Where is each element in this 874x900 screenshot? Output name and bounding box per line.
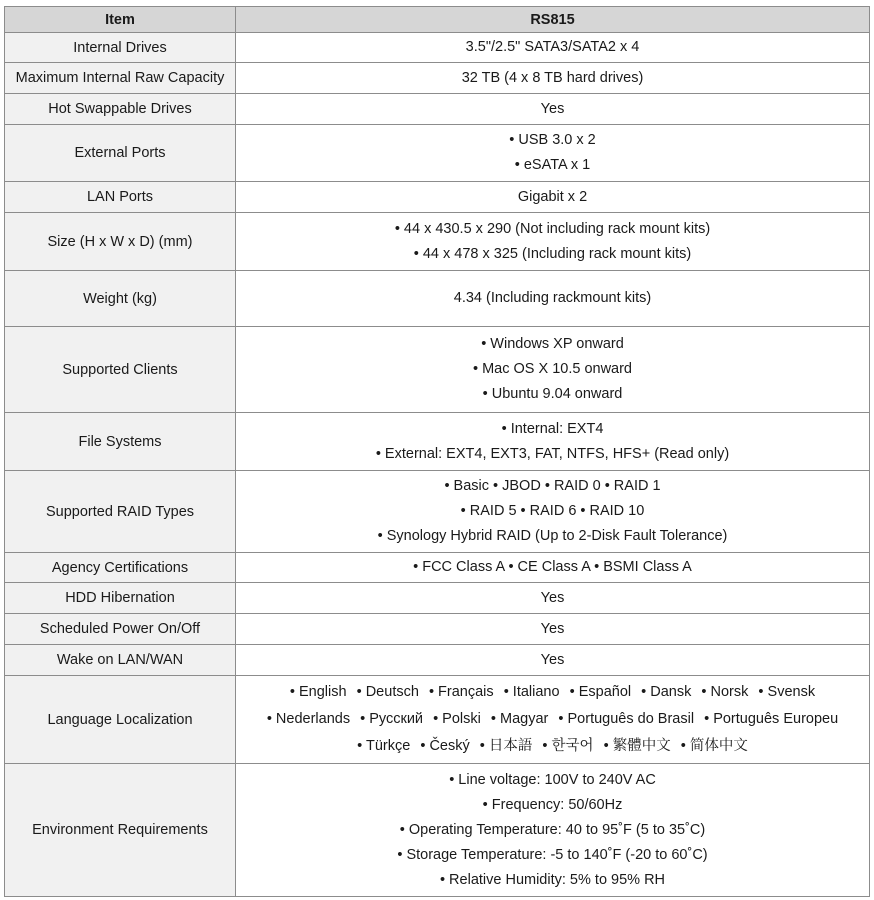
value-line: • Relative Humidity: 5% to 95% RH — [439, 871, 666, 888]
table-row — [5, 583, 870, 614]
value-line: Gigabit x 2 — [517, 188, 588, 205]
table-row — [5, 471, 870, 553]
value-line: • FCC Class A • CE Class A • BSMI Class A — [413, 559, 692, 575]
table-row — [5, 33, 870, 63]
table-row — [5, 271, 870, 327]
language-item: • Polski — [433, 711, 481, 727]
language-item: • 简体中文 — [680, 738, 748, 754]
value-line: • Frequency: 50/60Hz — [482, 796, 623, 813]
value-line: • 44 x 430.5 x 290 (Not including rack mount kits) — [394, 220, 711, 237]
value-line: Yes — [540, 100, 565, 117]
value-line: 32 TB (4 x 8 TB hard drives) — [461, 69, 644, 86]
language-list — [236, 676, 870, 764]
table-row — [5, 764, 870, 897]
value-line: • 44 x 478 x 325 (Including rack mount kits) — [413, 245, 692, 262]
value-line: 4.34 (Including rackmount kits) — [453, 290, 652, 306]
value-line: • Mac OS X 10.5 onward — [472, 361, 632, 377]
row-value — [236, 614, 870, 645]
table-row — [5, 327, 870, 413]
language-item: • Magyar — [490, 711, 549, 727]
row-value — [236, 125, 870, 182]
table-header-row — [5, 7, 870, 33]
header-item: Item — [5, 7, 236, 33]
language-item: • Deutsch — [356, 684, 419, 700]
value-line: Yes — [540, 589, 565, 606]
language-item: • 한국어 — [542, 738, 594, 754]
language-line — [240, 733, 865, 760]
table-row — [5, 94, 870, 125]
table-row — [5, 413, 870, 471]
table-row — [5, 125, 870, 182]
row-value — [236, 327, 870, 413]
row-label: File Systems — [5, 413, 236, 471]
value-line: • Internal: EXT4 — [501, 420, 604, 437]
value-line: • Synology Hybrid RAID (Up to 2-Disk Fault Tolerance) — [377, 528, 728, 544]
row-label: Supported Clients — [5, 327, 236, 413]
row-value — [236, 94, 870, 125]
value-line: • Line voltage: 100V to 240V AC — [449, 771, 656, 788]
row-label: Size (H x W x D) (mm) — [5, 213, 236, 271]
row-label: Supported RAID Types — [5, 471, 236, 553]
table-row — [5, 182, 870, 213]
value-line: 3.5"/2.5" SATA3/SATA2 x 4 — [465, 39, 640, 55]
value-line: Yes — [540, 651, 565, 668]
language-item: • English — [289, 684, 347, 700]
row-label: LAN Ports — [5, 182, 236, 213]
row-value — [236, 33, 870, 63]
language-item: • Nederlands — [266, 711, 351, 727]
row-value — [236, 63, 870, 94]
header-model: RS815 — [236, 7, 870, 33]
row-label: Internal Drives — [5, 33, 236, 63]
row-value — [236, 583, 870, 614]
value-line: • USB 3.0 x 2 — [509, 132, 596, 148]
row-label: Environment Requirements — [5, 764, 236, 897]
table-row — [5, 614, 870, 645]
language-item: • Français — [428, 684, 494, 700]
value-line: • Basic • JBOD • RAID 0 • RAID 1 — [444, 478, 661, 494]
row-value — [236, 764, 870, 897]
table-row — [5, 63, 870, 94]
row-value — [236, 271, 870, 327]
language-item: • Português Europeu — [704, 711, 839, 727]
value-line: • Storage Temperature: -5 to 140˚F (-20 to 60˚C) — [397, 846, 708, 863]
value-line: Yes — [540, 620, 565, 637]
language-item: • 日本語 — [479, 738, 533, 754]
language-item: • 繁體中文 — [603, 738, 671, 754]
spec-table — [4, 6, 870, 897]
language-line — [240, 679, 865, 706]
row-value — [236, 471, 870, 553]
row-value — [236, 182, 870, 213]
language-item: • Norsk — [701, 684, 749, 700]
value-line: • RAID 5 • RAID 6 • RAID 10 — [460, 503, 645, 519]
language-item: • Türkçe — [357, 738, 411, 754]
table-row — [5, 213, 870, 271]
row-value — [236, 645, 870, 676]
row-label: Wake on LAN/WAN — [5, 645, 236, 676]
table-row — [5, 676, 870, 764]
language-item: • Český — [420, 738, 470, 754]
row-value — [236, 413, 870, 471]
value-line: • eSATA x 1 — [514, 157, 591, 173]
row-label: Maximum Internal Raw Capacity — [5, 63, 236, 94]
value-line: • Operating Temperature: 40 to 95˚F (5 to 35˚C) — [399, 821, 706, 838]
row-label: Agency Certifications — [5, 553, 236, 583]
row-label: Language Localization — [5, 676, 236, 764]
table-row — [5, 553, 870, 583]
row-label: Weight (kg) — [5, 271, 236, 327]
row-label: Scheduled Power On/Off — [5, 614, 236, 645]
language-item: • Español — [569, 684, 632, 700]
table-row — [5, 645, 870, 676]
value-line: • Windows XP onward — [481, 336, 624, 352]
row-label: External Ports — [5, 125, 236, 182]
value-line: • External: EXT4, EXT3, FAT, NTFS, HFS+ (Read only) — [375, 445, 730, 462]
language-item: • Italiano — [503, 684, 560, 700]
language-item: • Português do Brasil — [558, 711, 695, 727]
language-item: • Svensk — [758, 684, 816, 700]
language-item: • Dansk — [641, 684, 692, 700]
language-item: • Русский — [360, 711, 424, 727]
row-value — [236, 213, 870, 271]
row-value — [236, 553, 870, 583]
value-line: • Ubuntu 9.04 onward — [482, 386, 623, 402]
language-line — [240, 706, 865, 733]
row-label: HDD Hibernation — [5, 583, 236, 614]
row-label: Hot Swappable Drives — [5, 94, 236, 125]
